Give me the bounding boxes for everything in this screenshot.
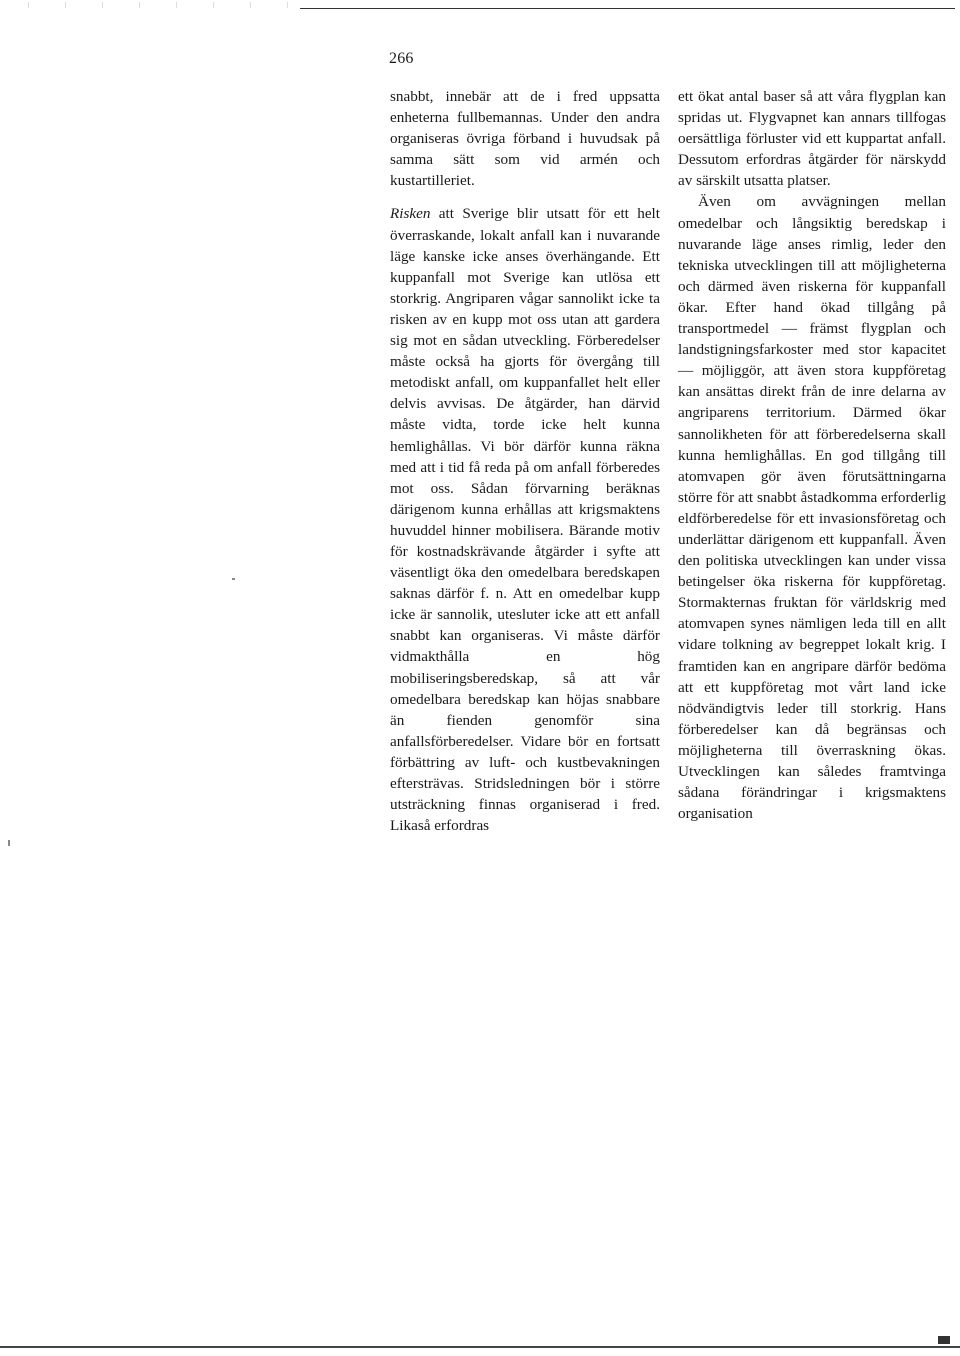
scan-speckle — [10, 2, 300, 8]
left-paragraph-2 — [390, 203, 660, 836]
left-paragraph-2-text: att Sverige blir utsatt för ett helt överraskande, lokalt anfall kan i nuvarande läge kanske icke anses överhängande. Ett kuppanfall mot Sverige kan utlösa ett storkrig. Angriparen vågar sannolikt icke ta risken av en kupp mot oss utan att gardera sig mot en sådan utveckling. Förberedelser måste också ha gjorts för övergång till metodiskt anfall, om kuppanfallet helt eller delvis avvisas. De åtgärder, han därvid måste vidta, torde icke helt kunna hemlighållas. Vi bör därför kunna räkna med att i tid få reda på om anfall förberedes mot oss. Sådan förvarning beräknas därigenom kunna erhållas att krigsmaktens huvuddel hinner mobilisera. Bärande motiv för kostnadskrävande åtgärder i syfte att väsentligt öka den omedelbara beredskapen saknas därför f. n. Att en omedelbar kupp icke är sannolik, utesluter icke att ett anfall snabbt kan organiseras. Vi måste därför vidmakthålla en hög mobiliseringsberedskap, så att vår omedelbara beredskap kan höjas snabbare än fienden genomför sina anfallsförberedelser. Vidare bör en fortsatt förbättring av luft- och kustbevakningen eftersträvas. Stridsledningen bör i större utsträckning finnas organiserad i fred. Likaså erfordras — [390, 205, 660, 835]
top-rule — [300, 8, 955, 9]
scan-mark — [232, 578, 235, 580]
right-column — [678, 86, 946, 824]
emphasized-word: Risken — [390, 205, 431, 223]
left-column — [390, 86, 660, 836]
bottom-rule — [0, 1346, 960, 1348]
right-paragraph-1: ett ökat antal baser så att våra flygplan kan spridas ut. Flygvapnet kan annars tillfogas oersättliga förluster vid ett kuppartat anfall. Dessutom erfordras åtgärder för närskydd av särskilt utsatta platser. — [678, 88, 946, 190]
left-paragraph-1: snabbt, innebär att de i fred uppsatta enheterna fullbemannas. Under den andra organiseras övriga förband i huvudsak på samma sätt som vid armén och kustartilleriet. — [390, 88, 660, 190]
page-number: 266 — [389, 50, 414, 67]
right-paragraph-2: Även om avvägningen mellan omedelbar och långsiktig beredskap i nuvarande läge anses rimlig, leder den tekniska utvecklingen till att möjligheterna och därmed även riskerna för kuppanfall ökar. Efter hand ökad tillgång på transportmedel — främst flygplan och landstigningsfarkoster med stor kapacitet — möjliggör, att även stora kuppföretag kan ansättas direkt från de inre delarna av angriparens territorium. Därmed ökar sannolikheten för att förberedelserna skall kunna hemlighållas. En god tillgång till atomvapen gör även förutsättningarna större för att snabbt åstadkomma erforderlig eldförberedelse för ett invasionsföretag och underlättar därigenom ett kuppanfall. Även den politiska utvecklingen kan under vissa betingelser öka riskerna för kuppföretag. Stormakternas fruktan för världskrig med atomvapen synes nämligen leda till en allt vidare tolkning av begreppet lokalt krig. I framtiden kan en angripare därför bedöma att ett kuppföretag mot vårt land icke nödvändigtvis leder till storkrig. Hans förberedelser kan då begränsas och möjligheterna till överraskning ökas. Utvecklingen kan således framtvinga sådana förändringar i krigsmaktens organisation — [678, 193, 946, 823]
scan-mark — [938, 1336, 950, 1344]
scan-mark — [8, 840, 10, 846]
